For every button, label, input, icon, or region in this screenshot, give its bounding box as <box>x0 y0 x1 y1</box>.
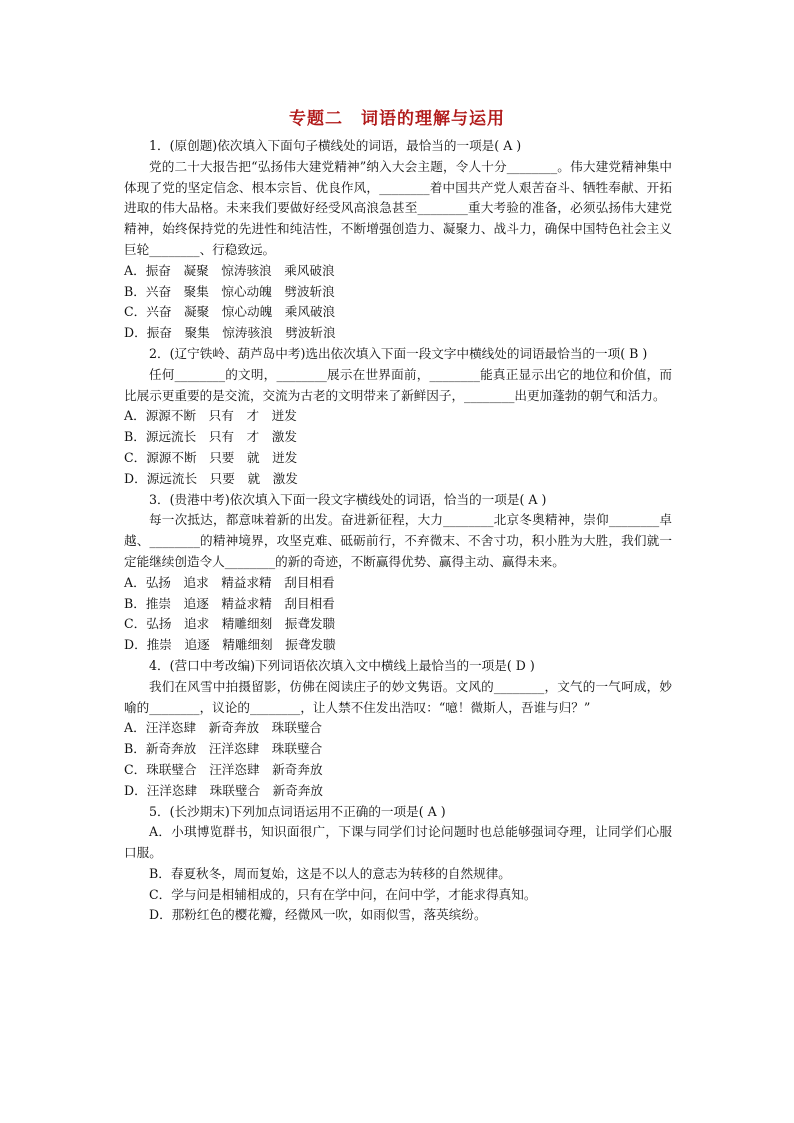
question-4-option-c: C．珠联璧合 汪洋恣肆 新奇奔放 <box>124 761 323 777</box>
question-1-stem: 1．(原创题)依次填入下面句子横线处的词语，最恰当的一项是( A ) <box>149 138 522 153</box>
question-5-option-c: C．学与问是相辅相成的，只有在学中问，在问中学，才能求得真知。 <box>149 886 537 902</box>
question-list <box>124 136 672 926</box>
question-5-option-b: B．春夏秋冬，周而复始，这是不以人的意志为转移的自然规律。 <box>149 865 511 881</box>
question-3-option-b: B．推崇 追逐 精益求精 刮目相看 <box>124 595 335 611</box>
question-2-option-c: C．源源不断 只要 就 迸发 <box>124 449 298 465</box>
question-1-option-a: A．振奋 凝聚 惊涛骇浪 乘风破浪 <box>124 262 335 278</box>
question-3-stem: 3．(贵港中考)依次填入下面一段文字横线处的词语，恰当的一项是( A ) <box>149 491 547 507</box>
question-2-stem: 2．(辽宁铁岭、葫芦岛中考)选出依次填入下面一段文字中横线处的词语最恰当的一项( B ) <box>149 345 648 361</box>
question-3-option-d: D．推崇 追逐 精雕细刻 振聋发聩 <box>124 637 336 653</box>
question-1-passage: 党的二十大报告把“弘扬伟大建党精神”纳入大会主题，令人十分________。伟大建党精神集中体现了党的坚定信念、根本宗旨、优良作风，________着中国共产党人艰苦奋斗、牺牲奉献、开拓进取的伟大品格。未来我们要做好经受风高浪急甚至________重大考验的准备，必须弘扬伟大建党精神，始终保持党的先进性和纯洁性，不断增强创造力、凝聚力、战斗力，确保中国特色社会主义巨轮________、行稳致远。 <box>124 158 672 257</box>
question-4-passage: 我们在风雪中拍摄留影，仿佛在阅读庄子的妙文隽语。文风的________，文气的一气呵成，妙喻的________，议论的________，让人禁不住发出浩叹：“噫！微斯人，吾谁与归？” <box>124 678 672 715</box>
question-4-option-b: B．新奇奔放 汪洋恣肆 珠联璧合 <box>124 741 323 757</box>
question-1-option-b: B．兴奋 聚集 惊心动魄 劈波斩浪 <box>124 283 335 299</box>
question-5-stem: 5．(长沙期末)下列加点词语运用不正确的一项是( A ) <box>149 803 446 819</box>
question-4-stem: 4．(营口中考改编)下列词语依次填入文中横线上最恰当的一项是( D ) <box>149 657 535 673</box>
question-3-option-a: A．弘扬 追求 精益求精 刮目相看 <box>124 574 335 590</box>
question-1-option-c: C．兴奋 凝聚 惊心动魄 乘风破浪 <box>124 304 336 320</box>
question-2-option-a: A．源源不断 只有 才 迸发 <box>124 408 297 424</box>
question-4-option-a: A．汪洋恣肆 新奇奔放 珠联璧合 <box>124 720 323 736</box>
question-4-option-d: D．汪洋恣肆 珠联璧合 新奇奔放 <box>124 782 324 798</box>
question-1-option-d: D．振奋 聚集 惊涛骇浪 劈波斩浪 <box>124 325 336 341</box>
question-5-option-d: D．那粉红色的樱花瓣，经微风一吹，如雨似雪，落英缤纷。 <box>149 907 487 923</box>
question-2-option-d: D．源远流长 只要 就 激发 <box>124 470 298 486</box>
question-5-option-a: A．小琪博览群书，知识面很广，下课与同学们讨论问题时也总能够强词夺理，让同学们心服口服。 <box>124 824 672 861</box>
question-2-passage: 任何________的文明，________展示在世界面前，________能真正显示出它的地位和价值，而比展示更重要的是交流，交流为古老的文明带来了新鲜因子，________出更加蓬勃的朝气和活力。 <box>124 366 672 403</box>
question-3-option-c: C．弘扬 追求 精雕细刻 振聋发聩 <box>124 616 336 632</box>
question-3-passage: 每一次抵达，都意味着新的出发。奋进新征程，大力________北京冬奥精神，崇仰________卓越、________的精神境界，攻坚克难、砥砺前行，不弃微末、不舍寸功，积小胜为大胜，我们就一定能继续创造令人________的新的奇迹，不断赢得优势、赢得主动、赢得未来。 <box>124 512 672 569</box>
question-2-option-b: B．源远流长 只有 才 激发 <box>124 429 297 445</box>
page-title: 专题二 词语的理解与运用 <box>289 109 505 129</box>
